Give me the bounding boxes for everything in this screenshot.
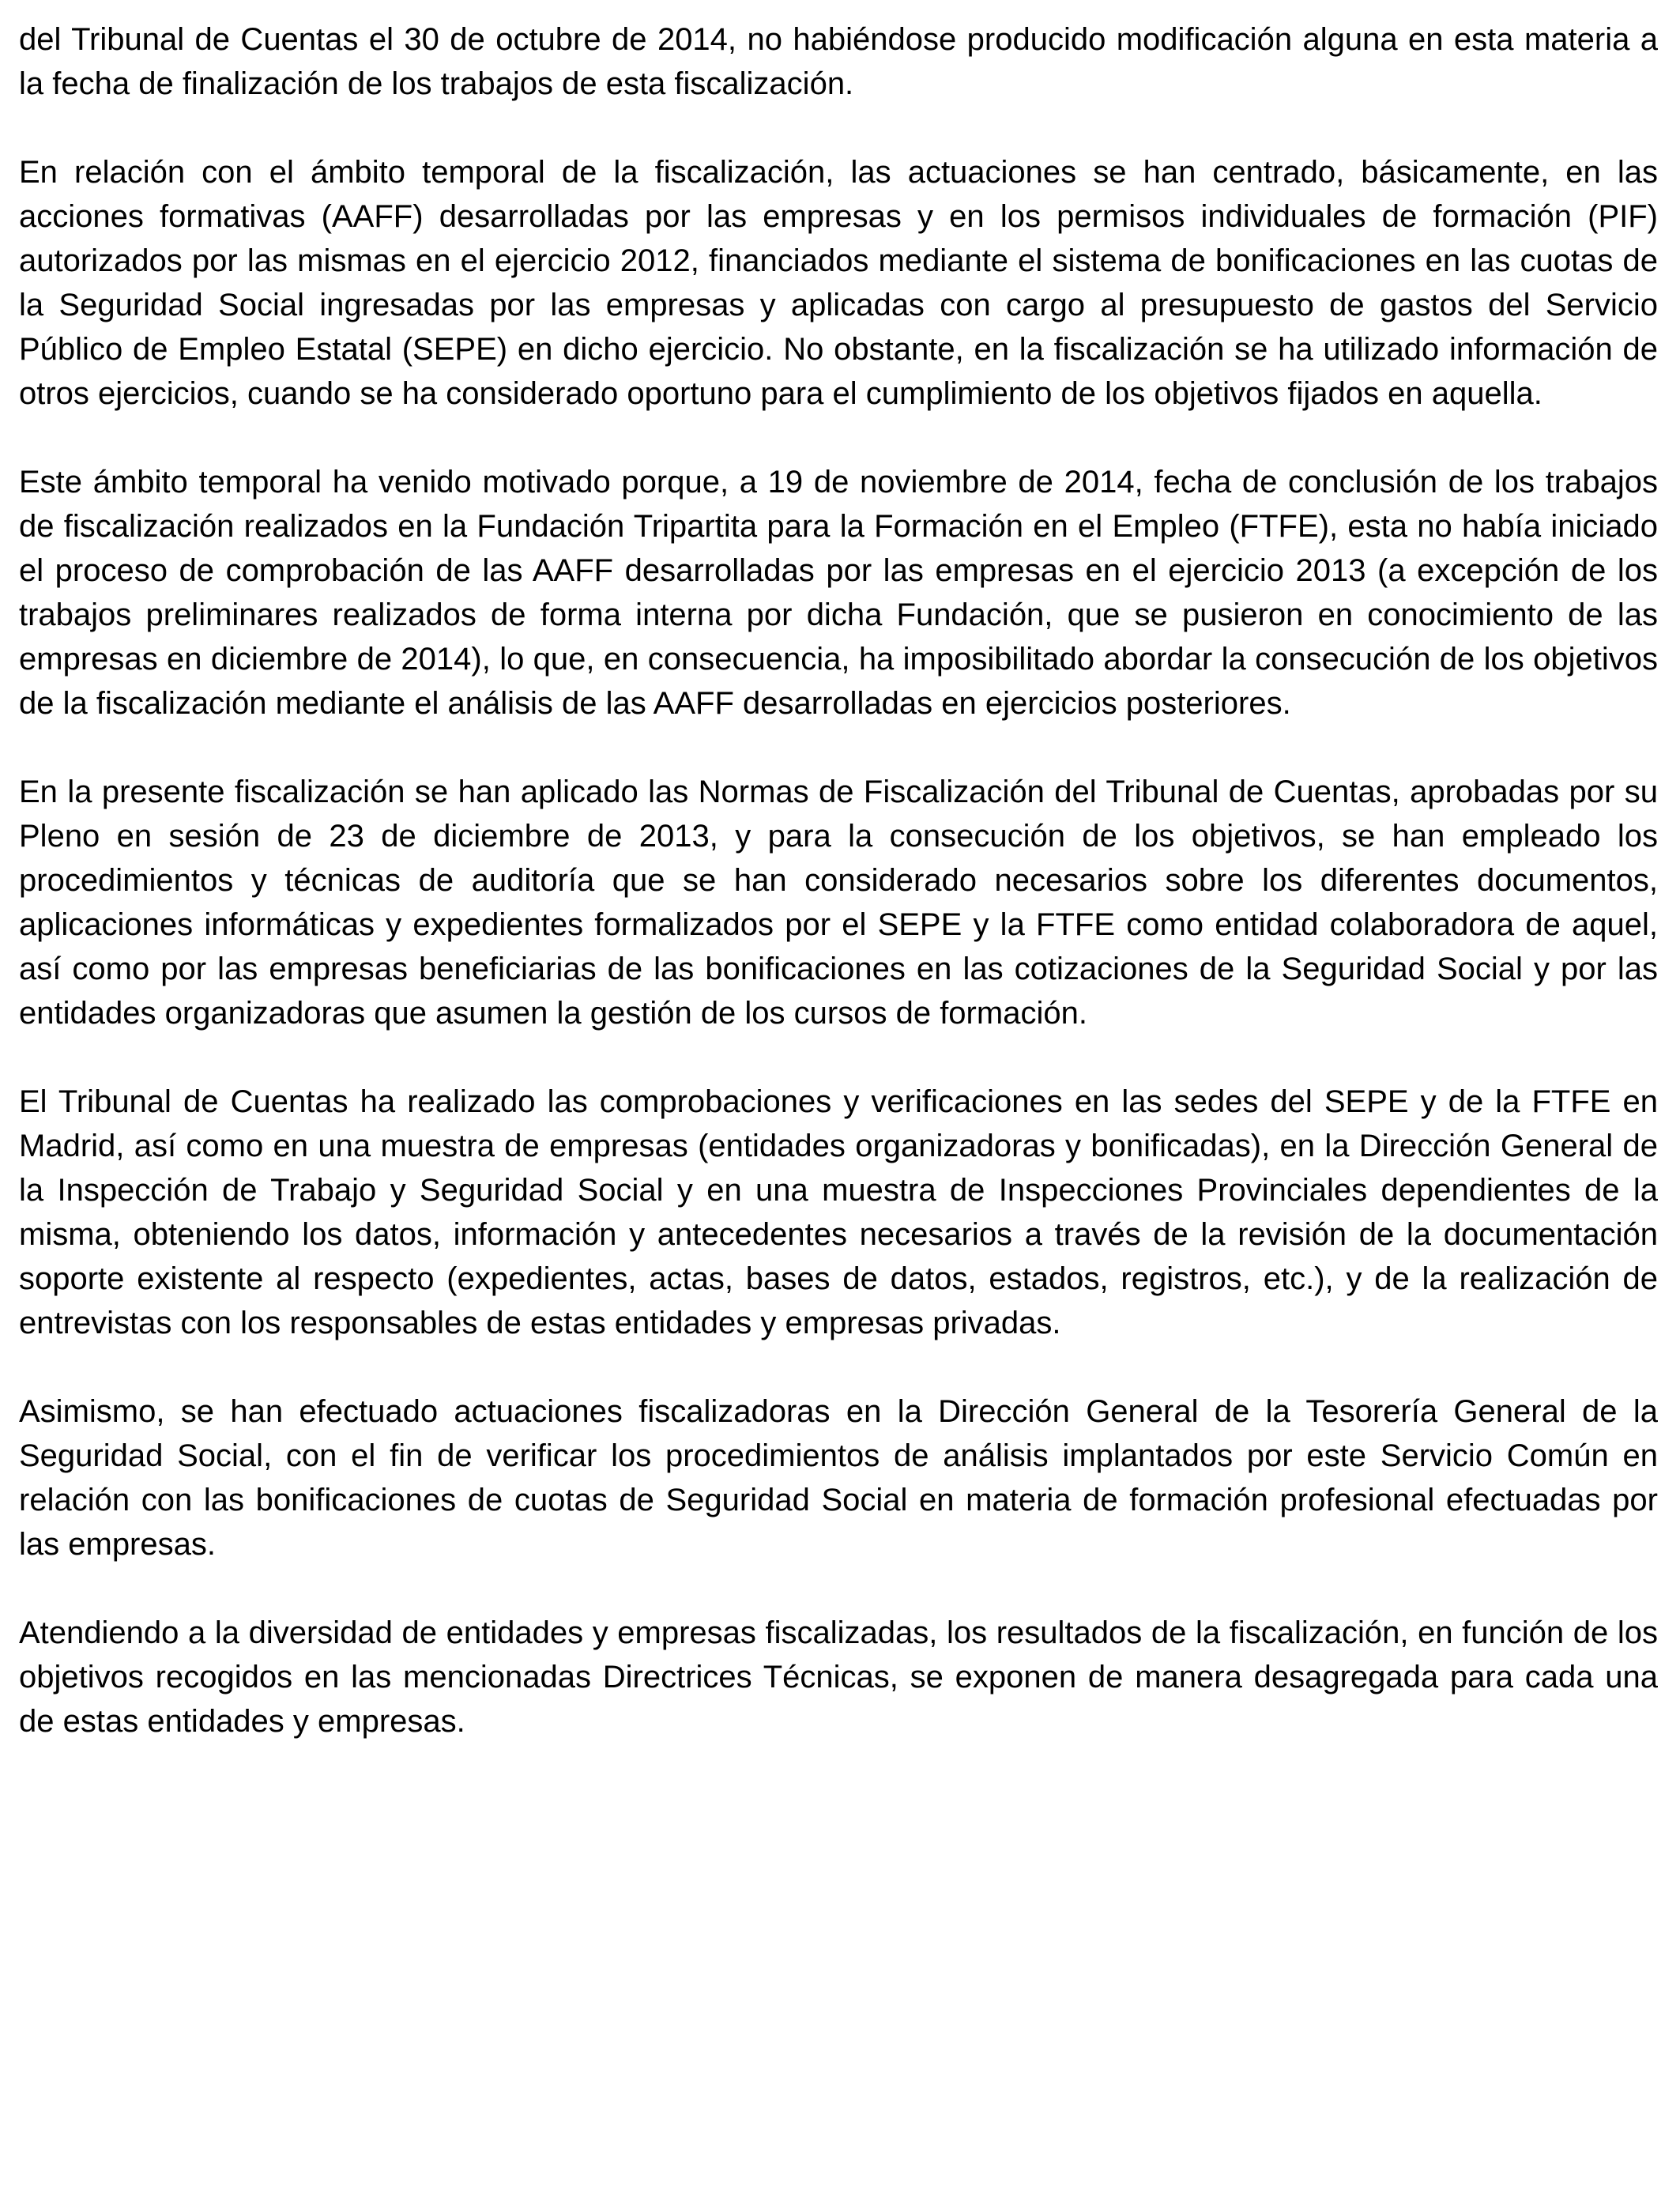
paragraph-1: del Tribunal de Cuentas el 30 de octubre de 2014, no habiéndose producido modificación alguna en esta materia a la fecha de finalización de los trabajos de esta fiscalización.	[19, 22, 1658, 101]
paragraph-2: En relación con el ámbito temporal de la fiscalización, las actuaciones se han centrado, básicamente, en las acciones formativas (AAFF) desarrolladas por las empresas y en los permisos individuales de formación (PIF) autorizados por las mismas en el ejercicio 2012, financiados mediante el sistema de bonificaciones en las cuotas de la Seguridad Social ingresadas por las empresas y aplicadas con cargo al presupuesto de gastos del Servicio Público de Empleo Estatal (SEPE) en dicho ejercicio. No obstante, en la fiscalización se ha utilizado información de otros ejercicios, cuando se ha considerado oportuno para el cumplimiento de los objetivos fijados en aquella.	[19, 155, 1658, 411]
paragraph-3: Este ámbito temporal ha venido motivado porque, a 19 de noviembre de 2014, fecha de conclusión de los trabajos de fiscalización realizados en la Fundación Tripartita para la Formación en el Empleo (FTFE), esta no había iniciado el proceso de comprobación de las AAFF desarrolladas por las empresas en el ejercicio 2013 (a excepción de los trabajos preliminares realizados de forma interna por dicha Fundación, que se pusieron en conocimiento de las empresas en diciembre de 2014), lo que, en consecuencia, ha imposibilitado abordar la consecución de los objetivos de la fiscalización mediante el análisis de las AAFF desarrolladas en ejercicios posteriores.	[19, 465, 1658, 721]
paragraph-4: En la presente fiscalización se han aplicado las Normas de Fiscalización del Tribunal de Cuentas, aprobadas por su Pleno en sesión de 23 de diciembre de 2013, y para la consecución de los objetivos, se han empleado los procedimientos y técnicas de auditoría que se han considerado necesarios sobre los diferentes documentos, aplicaciones informáticas y expedientes formalizados por el SEPE y la FTFE como entidad colaboradora de aquel, así como por las empresas beneficiarias de las bonificaciones en las cotizaciones de la Seguridad Social y por las entidades organizadoras que asumen la gestión de los cursos de formación.	[19, 775, 1658, 1031]
paragraph-5: El Tribunal de Cuentas ha realizado las comprobaciones y verificaciones en las sedes del SEPE y de la FTFE en Madrid, así como en una muestra de empresas (entidades organizadoras y bonificadas), en la Dirección General de la Inspección de Trabajo y Seguridad Social y en una muestra de Inspecciones Provinciales dependientes de la misma, obteniendo los datos, información y antecedentes necesarios a través de la revisión de la documentación soporte existente al respecto (expedientes, actas, bases de datos, estados, registros, etc.), y de la realización de entrevistas con los responsables de estas entidades y empresas privadas.	[19, 1084, 1658, 1340]
paragraph-7: Atendiendo a la diversidad de entidades y empresas fiscalizadas, los resultados de la fiscalización, en función de los objetivos recogidos en las mencionadas Directrices Técnicas, se exponen de manera desagregada para cada una de estas entidades y empresas.	[19, 1615, 1658, 1739]
paragraph-6: Asimismo, se han efectuado actuaciones fiscalizadoras en la Dirección General de la Tesorería General de la Seguridad Social, con el fin de verificar los procedimientos de análisis implantados por este Servicio Común en relación con las bonificaciones de cuotas de Seguridad Social en materia de formación profesional efectuadas por las empresas.	[19, 1394, 1658, 1562]
document-page	[19, 17, 1658, 1788]
